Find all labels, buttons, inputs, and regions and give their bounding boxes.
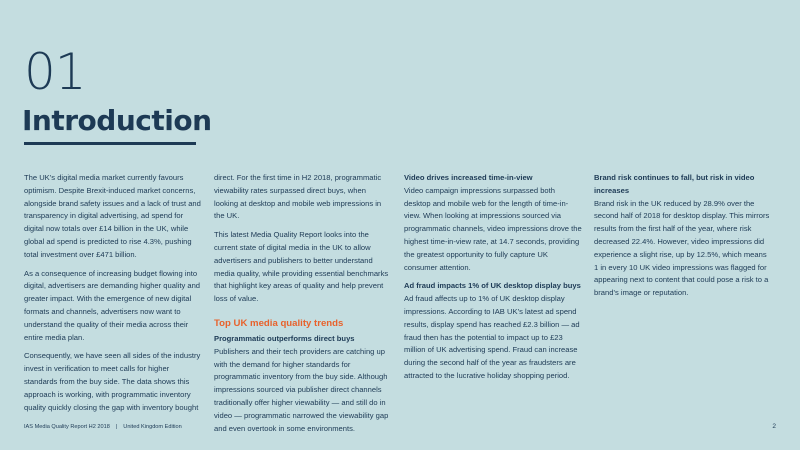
section-number: 01 — [24, 43, 86, 101]
footer-report: IAS Media Quality Report H2 2018 — [24, 424, 110, 430]
title-underline — [24, 142, 196, 145]
subheading: Ad fraud impacts 1% of UK desktop display buys — [404, 281, 581, 291]
subheading: Programmatic outperforms direct buys — [214, 333, 355, 343]
paragraph: Video campaign impressions surpassed both desktop and mobile web for the length of time-in-view. When looking at impressions sourced via programmatic channels, video impressions drove the highest time-in-view rate, at 14.7 seconds, providing the greatest opportunity to fully capture UK consumer attention. — [404, 185, 582, 272]
paragraph: Brand risk in the UK reduced by 28.9% over the second half of 2018 for desktop display. This mirrors results from the first half of the year, where risk decreased 22.4%. However, video impressions did experience a slight rise, up by 12.5%, which means 1 in every 10 UK video impressions was flagged for appearing next to content that could pose a risk to a brand’s image or reputation. — [594, 198, 770, 298]
footer — [24, 424, 182, 430]
subheading: Video drives increased time-in-view — [404, 173, 533, 182]
paragraph: direct. For the first time in H2 2018, programmatic viewability rates surpassed direct buys, when looking at desktop and mobile web impressions in the UK. — [214, 173, 382, 221]
subheading: Brand risk continues to fall, but risk in video increases — [594, 173, 755, 195]
trends-heading: Top UK media quality trends — [214, 317, 344, 329]
paragraph: This latest Media Quality Report looks into the current state of digital media in the UK to allow advertisers and publishers to better understand media quality, while providing essential benchmarks that highlight key areas of quality and help prevent loss of value. — [214, 230, 389, 304]
paragraph: Publishers and their tech providers are catching up with the demand for higher standards for programmatic inventory from the buy side. Although impressions sourced via publisher direct channels traditionally offer higher viewability — and still do in video — programmatic narrowed the viewability gap and even overtook in some environments. — [214, 346, 389, 433]
footer-edition: United Kingdom Edition — [123, 424, 182, 430]
page-number: 2 — [772, 423, 776, 430]
paragraph: Consequently, we have seen all sides of the industry invest in verification to meet calls for higher standards from the buy side. The data shows this approach is working, with programmatic inventory quality quickly closing the gap with inventory bought — [24, 351, 201, 412]
column-1 — [24, 172, 202, 420]
column-4 — [594, 172, 772, 306]
paragraph: As a consequence of increasing budget flowing into digital, advertisers are demanding higher quality and greater impact. With the emergence of new digital formats and channels, advertisers now want to understand the quality of their media across their entire media plan. — [24, 268, 201, 342]
paragraph: Ad fraud affects up to 1% of UK desktop display impressions. According to IAB UK’s latest ad spend results, display spend has reached £2.3 billion — ad fraud then has the potential to impact up to £23 million of UK advertising spend. Fraud can increase during the second half of the year as fraudsters are attracted to the lucrative holiday shopping period. — [404, 294, 580, 380]
paragraph: The UK’s digital media market currently favours optimism. Despite Brexit-induced market concerns, alongside brand safety issues and a lack of trust and transparency in digital advertising, ad spend for digital now totals over £14 billion in the UK, while global ad spend is predicted to rise 4.3%, pushing total investment over £471 billion. — [24, 173, 201, 259]
column-3 — [404, 172, 582, 389]
footer-separator: | — [115, 424, 118, 430]
page-title: Introduction — [22, 104, 212, 137]
column-2 — [214, 172, 392, 441]
